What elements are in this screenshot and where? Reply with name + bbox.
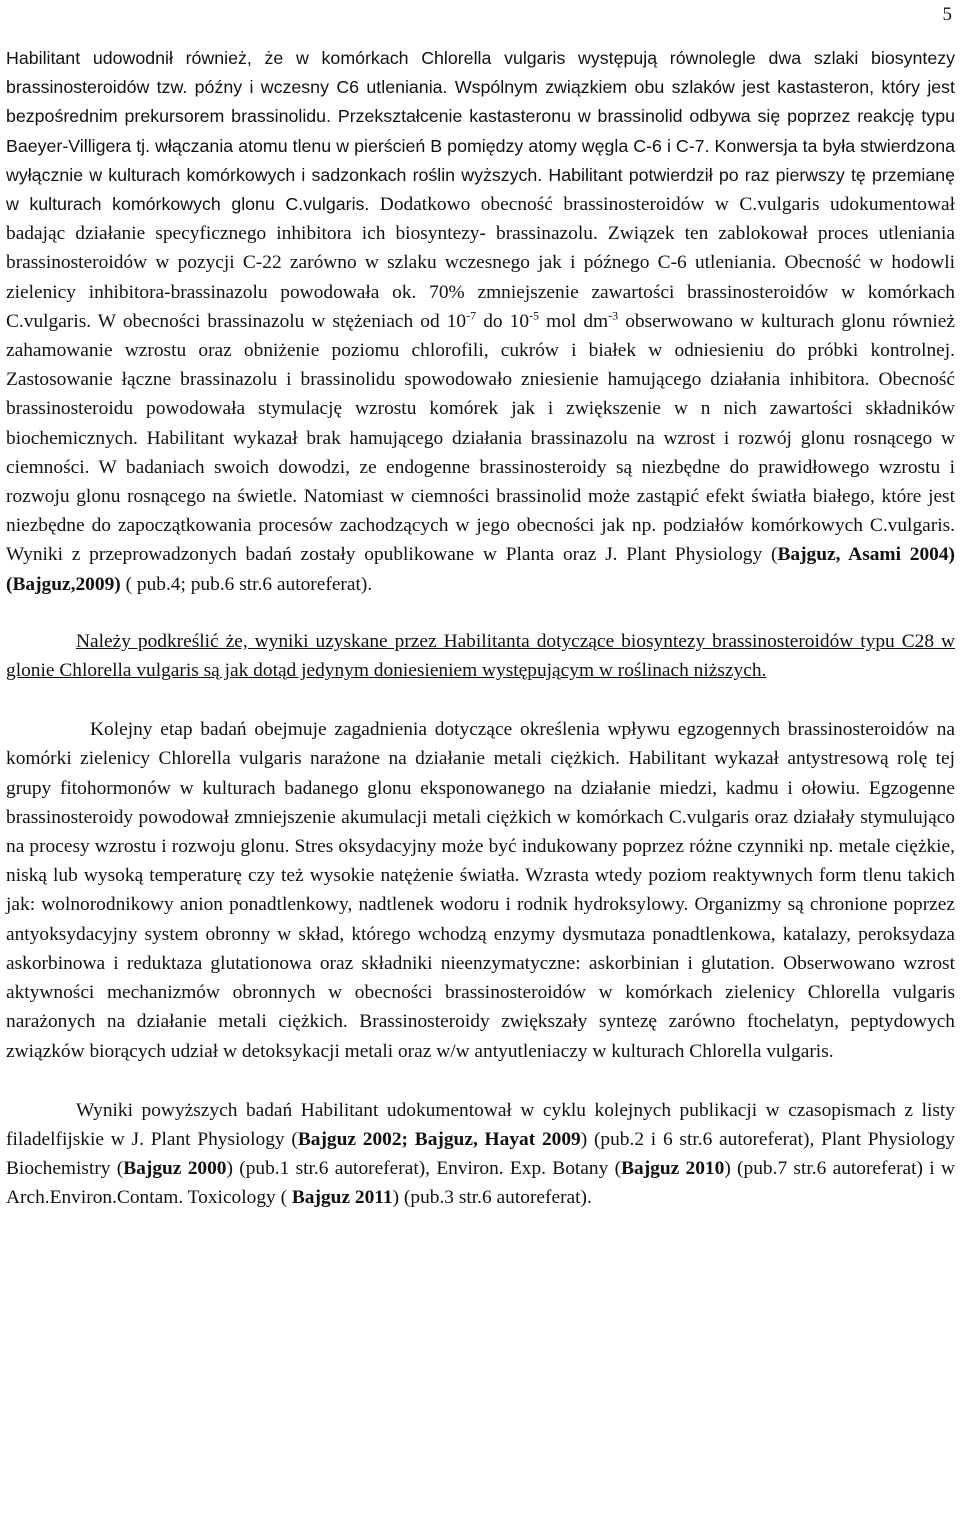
exponent-2: -5 [529,308,540,323]
paragraph-biosynthesis-body: Dodatkowo obecność brassinosteroidów w C.vulgaris udokumentował badając działanie specyficznego inhibitora ich biosyntezy- brassinazolu. Związek ten zablokował proces utleniania brassinosteroidów w pozycji C-22 zarówno w szlaku wczesnego jak i późnego C-6 utleniania. Obecność w hodowli zielenicy inhibitora-brassinazolu powodowała ok. 70% zmniejszenie zawartości brassinosteroidów w komórkach C.vulgaris. W obecności brassinazolu w stężeniach od 10 [6,194,955,332]
paragraph-publications [6,1096,955,1213]
citation-bajguz-2011: Bajguz 2011 [291,1187,393,1209]
citation-bajguz-asami: Bajguz, Asami 2004) (Bajguz,2009) [6,544,955,595]
publications-ref-3: ) (pub.7 str.6 autoreferat) i w Arch.Environ.Contam. Toxicology ( [6,1158,955,1209]
paragraph-biosynthesis-range: do 10 [476,310,530,332]
document-page [6,44,955,1213]
publications-ref-4: ) (pub.3 str.6 autoreferat). [392,1187,592,1209]
paragraph-heavy-metals: Kolejny etap badań obejmuje zagadnienia dotyczące określenia wpływu egzogennych brassinosteroidów na komórki zielenicy Chlorella vulgaris narażone na działanie metali ciężkich. Habilitant wykazał antystresową rolę tej grupy fitohormonów w kulturach badanego glonu eksponowanego na działanie miedzi, kadmu i ołowiu. Egzogenne brassinosteroidy powodował zmniejszenie akumulacji metali ciężkich w komórkach C.vulgaris oraz działały stymulująco na procesy wzrostu i rozwoju glonu. Stres oksydacyjny może być indukowany poprzez różne czynniki np. metale ciężkie, niską lub wysoką temperaturę czy też wysokie natężenie światła. Wzrasta wtedy poziom reaktywnych form tlenu takich jak: wolnorodnikowy anion ponadtlenkowy, nadtlenek wodoru i rodnik hydroksylowy. Organizmy są chronione poprzez antyoksydacyjny system obronny w skład, którego wchodzą enzymy dysmutaza ponadtlenkowa, katalazy, peroksydaza askorbinowa i reduktaza glutationowa oraz składniki nieenzymatyczne: askorbinian i glutation. Obserwowano wzrost aktywności mechanizmów obronnych w obecności brassinosteroidów w komórkach zielenicy Chlorella vulgaris narażonych na działanie metali ciężkich. Brassinosteroidy zwiększały syntezę zarówno ftochelatyn, peptydowych związków biorących udział w detoksykacji metali oraz w/w antyutleniaczy w kulturach Chlorella vulgaris. [6,719,955,1062]
exponent-1: -7 [466,308,477,323]
publications-ref-2: ) (pub.1 str.6 autoreferat), Environ. Exp. Botany ( [226,1158,622,1180]
paragraph-biosynthesis-unit: mol dm [539,310,609,332]
paragraph-biosynthesis-results: obserwowano w kulturach glonu również zahamowanie wzrostu oraz obniżenie poziomu chlorofili, cukrów i białek w odniesieniu do próbki kontrolnej. Zastosowanie łączne brassinazolu i brassinolidu spowodowało zniesienie hamującego działania inhibitora. Obecność brassinosteroidu powodowała stymulację wzrostu komórek jak i zwiększenie w n nich zawartości składników biochemicznych. Habilitant wykazał brak hamującego działania brassinazolu na wzrost i rozwój glonu rosnącego w ciemności. W badaniach swoich dowodzi, ze endogenne brassinosteroidy są niezbędne do prawidłowego wzrostu i rozwoju glonu rosnącego na świetle. Natomiast w ciemności brassinolid może zastąpić efekt światła białego, które jest niezbędne do zapoczątkowania procesów zachodzących w jego obecności jak np. podziałów komórkowych C.vulgaris. Wyniki z przeprowadzonych badań zostały opublikowane w Planta oraz J. Plant Physiology ( [6,310,956,566]
page-number: 5 [942,4,952,25]
citation-bajguz-2000: Bajguz 2000 [123,1158,227,1180]
exponent-3: -3 [608,308,619,323]
publications-intro: Wyniki powyższych badań Habilitant udokumentował w cyklu kolejnych publikacji w czasopismach z listy filadelfijskie w J. Plant Physiology ( [6,1099,955,1150]
citation-bajguz-2002-2009: Bajguz 2002; Bajguz, Hayat 2009 [297,1128,581,1150]
paragraph-biosynthesis [6,44,955,599]
paragraph-biosynthesis-intro: Habilitant udowodnił również, że w komórkach Chlorella vulgaris występują równolegle dwa szlaki biosyntezy brassinosteroidów tzw. późny i wczesny C6 utleniania. Wspólnym związkiem obu szlaków jest kastasteron, który jest bezpośrednim prekursorem brassinolidu. Przekształcenie kastasteronu w brassinolid odbywa się poprzez reakcję typu Baeyer-Villigera tj. włączania atomu tlenu w pierścień B pomiędzy atomy węgla C-6 i C-7. Konwersja ta była stwierdzona wyłącznie w kulturach komórkowych i sadzonkach roślin wyższych. Habilitant potwierdził po raz pierwszy tę przemianę w kulturach komórkowych glonu C.vulgaris. [6,48,955,215]
paragraph-biosynthesis-ref: ( pub.4; pub.6 str.6 autoreferat). [120,573,373,595]
publications-ref-1: ) (pub.2 i 6 str.6 autoreferat), Plant Physiology Biochemistry ( [6,1128,955,1180]
citation-bajguz-2010: Bajguz 2010 [621,1158,725,1180]
paragraph-highlight: Należy podkreślić że, wyniki uzyskane przez Habilitanta dotyczące biosyntezy brassinosteroidów typu C28 w glonie Chlorella vulgaris są jak dotąd jedynym doniesieniem występującym w roślinach niższych. [6,630,955,682]
